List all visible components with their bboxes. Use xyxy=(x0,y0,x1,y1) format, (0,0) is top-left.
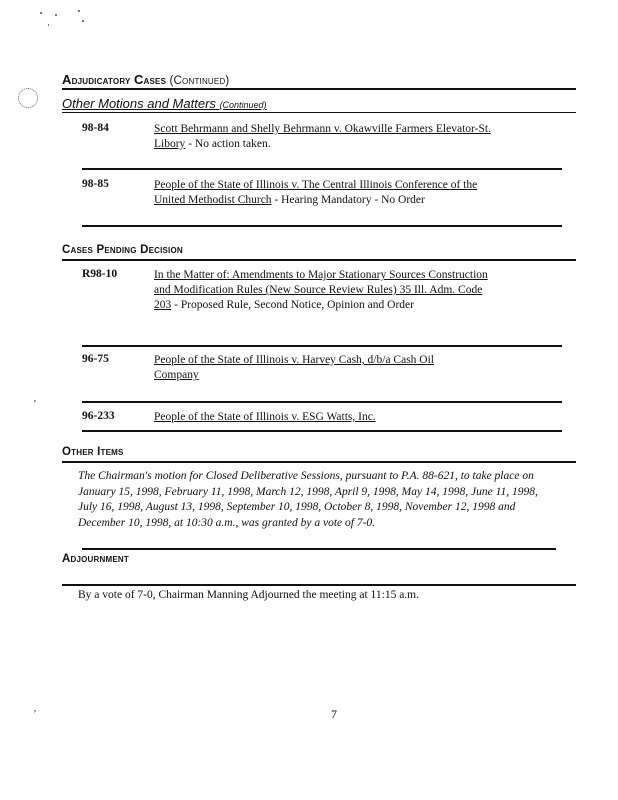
case-number: 96-233 xyxy=(82,410,115,422)
section-rule xyxy=(62,584,576,586)
scan-mark: ’ xyxy=(33,398,37,410)
adjournment-paragraph: By a vote of 7-0, Chairman Manning Adjourned the meeting at 11:15 a.m. xyxy=(78,589,419,601)
case-rule xyxy=(82,430,562,432)
case-number: 98-85 xyxy=(82,178,109,190)
scan-speck xyxy=(78,10,80,12)
other-items-heading: Other Items xyxy=(62,446,124,458)
case-number: R98-10 xyxy=(82,268,118,280)
case-rule xyxy=(82,168,562,170)
section-rule xyxy=(62,461,576,463)
other-motions-subheading: Other Motions and Matters (Continued) xyxy=(62,96,267,111)
punch-hole-mark xyxy=(18,88,38,108)
case-description: People of the State of Illinois v. The Central Illinois Conference of the United Methodist Church - Hearing Mandatory - No Order xyxy=(154,179,478,206)
scan-speck xyxy=(82,20,84,22)
case-rule xyxy=(82,401,562,403)
subsection-rule xyxy=(62,112,576,113)
case-number: 98-84 xyxy=(82,122,109,134)
case-number: 96-75 xyxy=(82,353,109,365)
scan-speck xyxy=(40,12,42,14)
paragraph-rule xyxy=(82,548,556,550)
case-description: Scott Behrmann and Shelly Behrmann v. Okawville Farmers Elevator-St. Libory - No action taken. xyxy=(154,123,491,150)
case-rule xyxy=(82,345,562,347)
scan-speck xyxy=(48,24,49,26)
section-rule xyxy=(62,259,576,261)
case-description: In the Matter of: Amendments to Major Stationary Sources Construction and Modification Rules (New Source Review Rules) 35 Ill. Adm. Code 203 - Proposed Rule, Second Notice, Opinion and Order xyxy=(154,269,488,311)
scan-mark: ’ xyxy=(33,708,37,720)
other-items-paragraph: The Chairman's motion for Closed Deliberative Sessions, pursuant to P.A. 88-621, to take place on January 15, 1998, February 11, 1998, March 12, 1998, April 9, 1998, May 14, 1998, June 11, 1998, July 16, 1998, August 13, 1998, September 10, 1998, October 8, 1998, November 12, 1998 and December 10, 1998, at 10:30 a.m., was granted by a vote of 7-0. xyxy=(78,470,538,529)
adjudicatory-cases-heading: Adjudicatory Cases (Continued) xyxy=(62,72,230,87)
cases-pending-heading: Cases Pending Decision xyxy=(62,244,183,256)
case-description: People of the State of Illinois v. ESG Watts, Inc. xyxy=(154,411,376,423)
case-rule xyxy=(82,225,562,227)
page-number: 7 xyxy=(331,707,337,721)
section-rule xyxy=(62,88,576,90)
scan-speck xyxy=(55,14,57,16)
case-description: People of the State of Illinois v. Harvey Cash, d/b/a Cash Oil Company xyxy=(154,354,434,381)
adjournment-heading: Adjournment xyxy=(62,553,129,565)
